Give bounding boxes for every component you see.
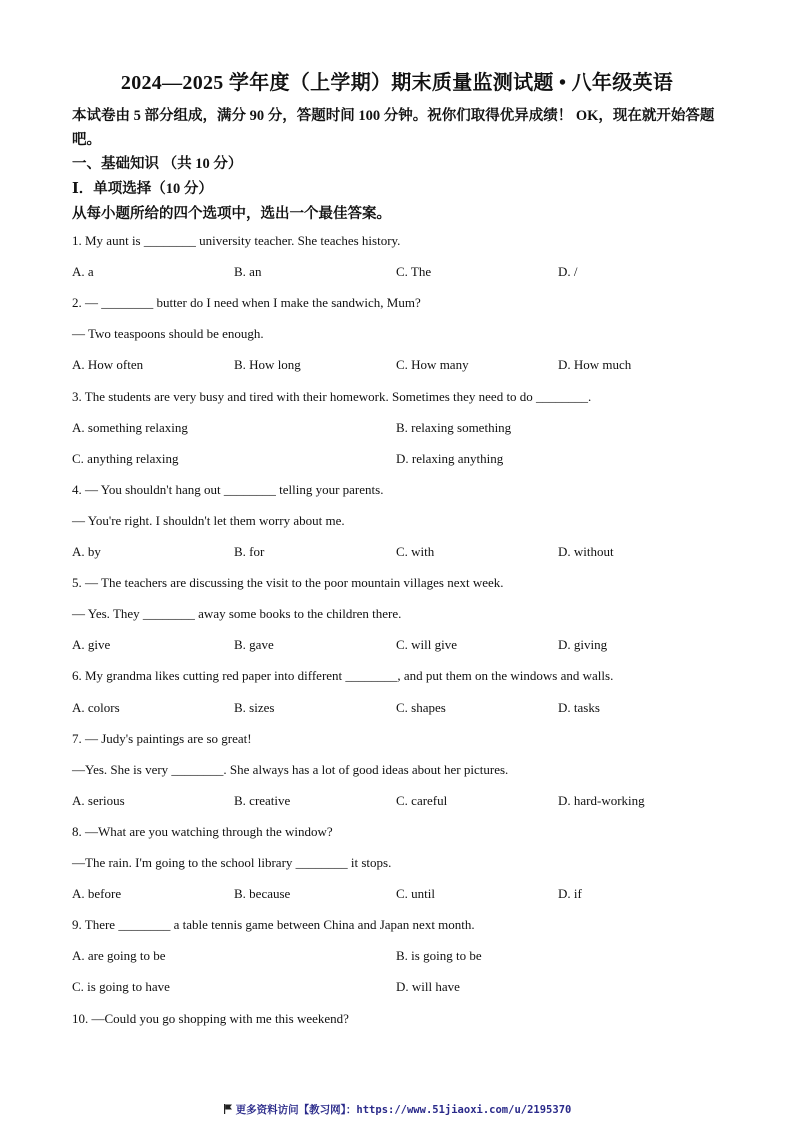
answer-option[interactable]: C. until [396,886,436,902]
question-stem: 3. The students are very busy and tired with their homework. Sometimes they need to do ________. [72,388,592,404]
answer-option[interactable]: A. a [72,264,94,280]
answer-option[interactable]: A. before [72,886,122,902]
exam-title: 2024—2025 学年度（上学期）期末质量监测试题 • 八年级英语 [120,72,674,94]
answer-option[interactable]: D. hard-working [558,792,645,808]
question-stem: 7. — Judy's paintings are so great! [72,730,252,746]
answer-option[interactable]: B. for [234,544,265,559]
option-row [72,264,752,282]
answer-option[interactable]: A. serious [72,792,125,808]
question-stem: 4. — You shouldn't hang out ________ telling your parents. [72,481,384,497]
option-row [72,544,752,562]
option-row [72,700,752,718]
option-row [72,357,752,375]
answer-option[interactable]: C. How many [396,357,469,373]
footer-text: 更多资料访问【教习网】：https://www.51jiaoxi.com/u/2195370 [235,1104,572,1116]
answer-option[interactable]: A. are going to be [72,948,166,964]
flag-icon [223,1104,233,1114]
answer-option[interactable]: D. relaxing anything [396,450,504,466]
question-stem: 5. — The teachers are discussing the visit to the poor mountain villages next week. [72,575,504,591]
answer-option[interactable]: C. will give [396,637,458,653]
question-stem: 2. — ________ butter do I need when I make the sandwich, Mum? [72,295,421,311]
question-response: — You're right. I shouldn't let them worry about me. [72,512,345,528]
answer-option[interactable]: D. without [558,544,614,559]
answer-option[interactable]: C. careful [396,792,448,808]
answer-option[interactable]: C. with [396,544,435,559]
part-title: 一、基础知识 （共 10 分） [72,156,243,172]
exam-intro: 本试卷由 5 部分组成，满分 90 分，答题时间 100 分钟。祝你们取得优异成绩！ OK，现在就开始答题吧。 [72,108,715,148]
option-row [72,886,752,904]
answer-option[interactable]: D. will have [396,979,460,995]
option-row [72,793,752,811]
answer-option[interactable]: C. The [396,264,432,280]
question-stem: 1. My aunt is ________ university teacher. She teaches history. [72,233,401,248]
question-response: —Yes. She is very ________. She always has a lot of good ideas about her pictures. [72,761,509,777]
answer-option[interactable]: A. colors [72,699,120,715]
answer-option[interactable]: A. give [72,637,111,653]
sub-title: Ⅰ．单项选择（10 分） [72,181,213,197]
question-stem: 10. —Could you go shopping with me this weekend? [72,1010,349,1026]
question-stem: 9. There ________ a table tennis game between China and Japan next month. [72,917,475,933]
answer-option[interactable]: B. an [234,264,262,280]
option-row [72,637,752,655]
option-row [72,979,752,997]
answer-option[interactable]: A. something relaxing [72,419,188,435]
answer-option[interactable]: B. relaxing something [396,419,512,435]
answer-option[interactable]: B. creative [234,792,291,808]
answer-option[interactable]: D. How much [558,357,632,373]
question-response: — Yes. They ________ away some books to the children there. [72,606,402,622]
answer-option[interactable]: C. is going to have [72,979,170,995]
answer-option[interactable]: B. gave [234,637,274,653]
option-row [72,948,752,966]
answer-option[interactable]: B. is going to be [396,948,482,964]
answer-option[interactable]: B. How long [234,357,301,373]
instruction: 从每小题所给的四个选项中，选出一个最佳答案。 [72,206,391,222]
answer-option[interactable]: D. tasks [558,699,600,715]
answer-option[interactable]: B. because [234,886,291,902]
answer-option[interactable]: A. How often [72,357,144,373]
answer-option[interactable]: B. sizes [234,699,275,715]
option-row [72,420,752,438]
question-response: —The rain. I'm going to the school library ________ it stops. [72,855,392,870]
question-response: — Two teaspoons should be enough. [72,326,264,342]
answer-option[interactable]: D. giving [558,637,608,653]
answer-option[interactable]: C. anything relaxing [72,450,179,466]
question-stem: 8. —What are you watching through the window? [72,823,333,839]
option-row [72,451,752,469]
question-stem: 6. My grandma likes cutting red paper into different ________, and put them on the windows and walls. [72,668,614,684]
answer-option[interactable]: C. shapes [396,699,446,715]
answer-option[interactable]: D. / [558,264,578,280]
answer-option[interactable]: A. by [72,544,101,559]
answer-option[interactable]: D. if [558,886,582,902]
footer-link[interactable] [0,1102,794,1117]
